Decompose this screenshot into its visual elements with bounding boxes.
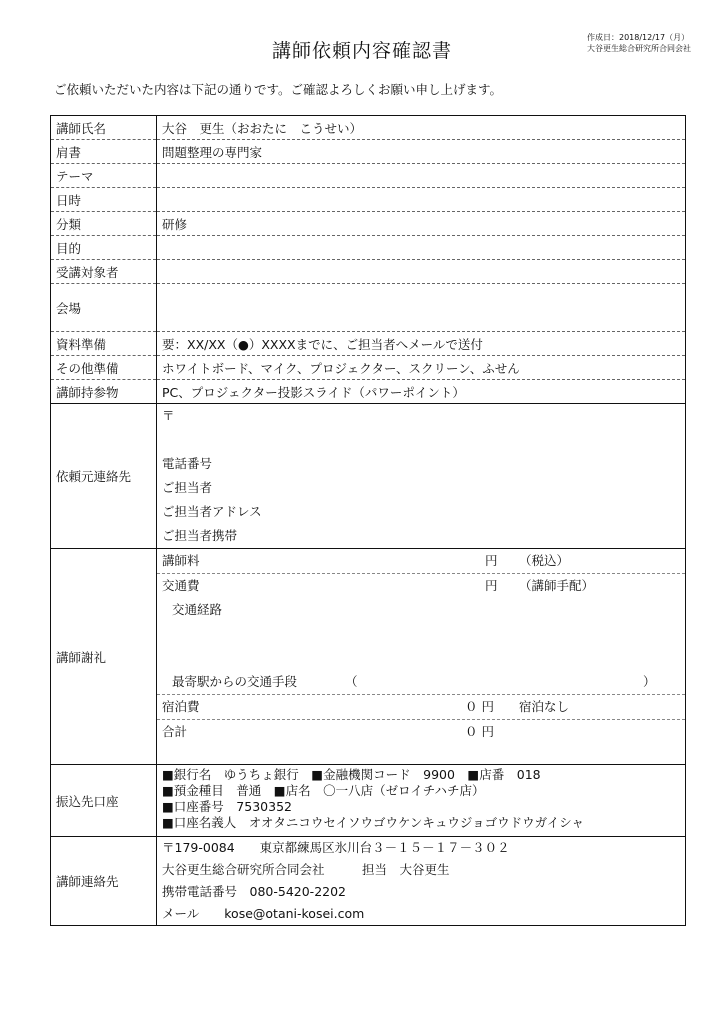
value-purpose (157, 236, 686, 260)
row-venue (51, 284, 686, 332)
value-instructor: 大谷 更生（おおたに こうせい） (157, 116, 686, 140)
bank-line-3: ■口座番号 7530352 (162, 799, 292, 814)
label-equipment: その他準備 (51, 356, 157, 380)
instructor-email: メール kose@otani-kosei.com (162, 906, 365, 921)
label-materials: 資料準備 (51, 332, 157, 356)
lodging-note: 宿泊なし (519, 699, 570, 714)
value-materials: 要：XX/XX（●）XXXXまでに、ご担当者へメールで送付 (157, 332, 686, 356)
bank-line-4: ■口座名義人 オオタニコウセイソウゴウケンキュウジョゴウドウガイシャ (162, 815, 585, 830)
value-venue (157, 284, 686, 332)
row-audience (51, 260, 686, 284)
value-belongings: PC、プロジェクター投影スライド（パワーポイント） (157, 380, 686, 404)
transport-note: （講師手配） (519, 578, 595, 593)
row-equipment (51, 356, 686, 380)
transport-yen: 円 (485, 578, 498, 593)
instructor-address: 〒179-0084 東京都練馬区氷川台３－１５－１７－３０２ (162, 840, 510, 855)
row-category (51, 212, 686, 236)
label-fee: 講師謝礼 (51, 549, 157, 765)
client-contact-person: ご担当者 (162, 480, 213, 495)
value-category: 研修 (157, 212, 686, 236)
label-category: 分類 (51, 212, 157, 236)
value-title: 問題整理の専門家 (157, 140, 686, 164)
intro-text: ご依頼いただいた内容は下記の通りです。ご確認よろしくお願い申し上げます。 (54, 82, 503, 97)
client-postal: 〒 (162, 408, 175, 423)
fee-total (157, 720, 685, 744)
nearest-paren-close: ） (643, 674, 656, 689)
label-purpose: 目的 (51, 236, 157, 260)
row-client-contact (51, 404, 686, 549)
label-venue: 会場 (51, 284, 157, 332)
label-audience: 受講対象者 (51, 260, 157, 284)
label-datetime: 日時 (51, 188, 157, 212)
total-label: 合計 (162, 724, 188, 739)
label-instructor: 講師氏名 (51, 116, 157, 140)
created-date: 作成日：2018/12/17（月） (587, 33, 690, 42)
company-name: 大谷更生総合研究所合同会社 (587, 44, 691, 53)
lecture-yen: 円 (485, 553, 498, 568)
fee-transport (157, 574, 685, 598)
instructor-company: 大谷更生総合研究所合同会社 担当 大谷更生 (162, 862, 450, 877)
row-purpose (51, 236, 686, 260)
bank-line-1: ■銀行名 ゆうちょ銀行 ■金融機関コード 9900 ■店番 018 (162, 767, 541, 782)
instructor-mobile: 携帯電話番号 080-5420-2202 (162, 884, 347, 899)
value-equipment: ホワイトボード、マイク、プロジェクター、スクリーン、ふせん (157, 356, 686, 380)
label-title: 肩書 (51, 140, 157, 164)
row-title (51, 140, 686, 164)
transport-route: 交通経路 (172, 602, 223, 617)
document-meta (587, 32, 691, 54)
lodging-label: 宿泊費 (162, 699, 200, 714)
total-amount: ０ 円 (465, 724, 494, 739)
row-instructor-contact (51, 837, 686, 926)
row-materials (51, 332, 686, 356)
client-mobile: ご担当者携帯 (162, 528, 238, 543)
fee-lodging (157, 695, 685, 720)
fee-lecture (157, 549, 685, 574)
label-theme: テーマ (51, 164, 157, 188)
client-email: ご担当者アドレス (162, 504, 262, 519)
bank-line-2: ■預金種目 普通 ■店名 〇一八店（ゼロイチハチ店） (162, 783, 485, 798)
page-title: 講師依頼内容確認書 (271, 40, 452, 62)
client-phone: 電話番号 (162, 456, 213, 471)
lodging-amount: ０ 円 (465, 699, 494, 714)
nearest-label: 最寄駅からの交通手段 (172, 674, 298, 689)
label-bank: 振込先口座 (51, 765, 157, 837)
label-client-contact: 依頼元連絡先 (51, 404, 157, 549)
row-fee (51, 549, 686, 765)
transport-label: 交通費 (162, 578, 200, 593)
row-bank (51, 765, 686, 837)
request-form-table (50, 115, 686, 926)
row-belongings (51, 380, 686, 404)
label-belongings: 講師持参物 (51, 380, 157, 404)
value-audience (157, 260, 686, 284)
nearest-station (157, 670, 685, 695)
row-theme (51, 164, 686, 188)
row-datetime (51, 188, 686, 212)
value-theme (157, 164, 686, 188)
lecture-note: （税込） (519, 553, 570, 568)
label-instructor-contact: 講師連絡先 (51, 837, 157, 926)
lecture-fee-label: 講師料 (162, 553, 200, 568)
nearest-paren-open: （ (345, 674, 358, 689)
value-datetime (157, 188, 686, 212)
row-instructor (51, 116, 686, 140)
